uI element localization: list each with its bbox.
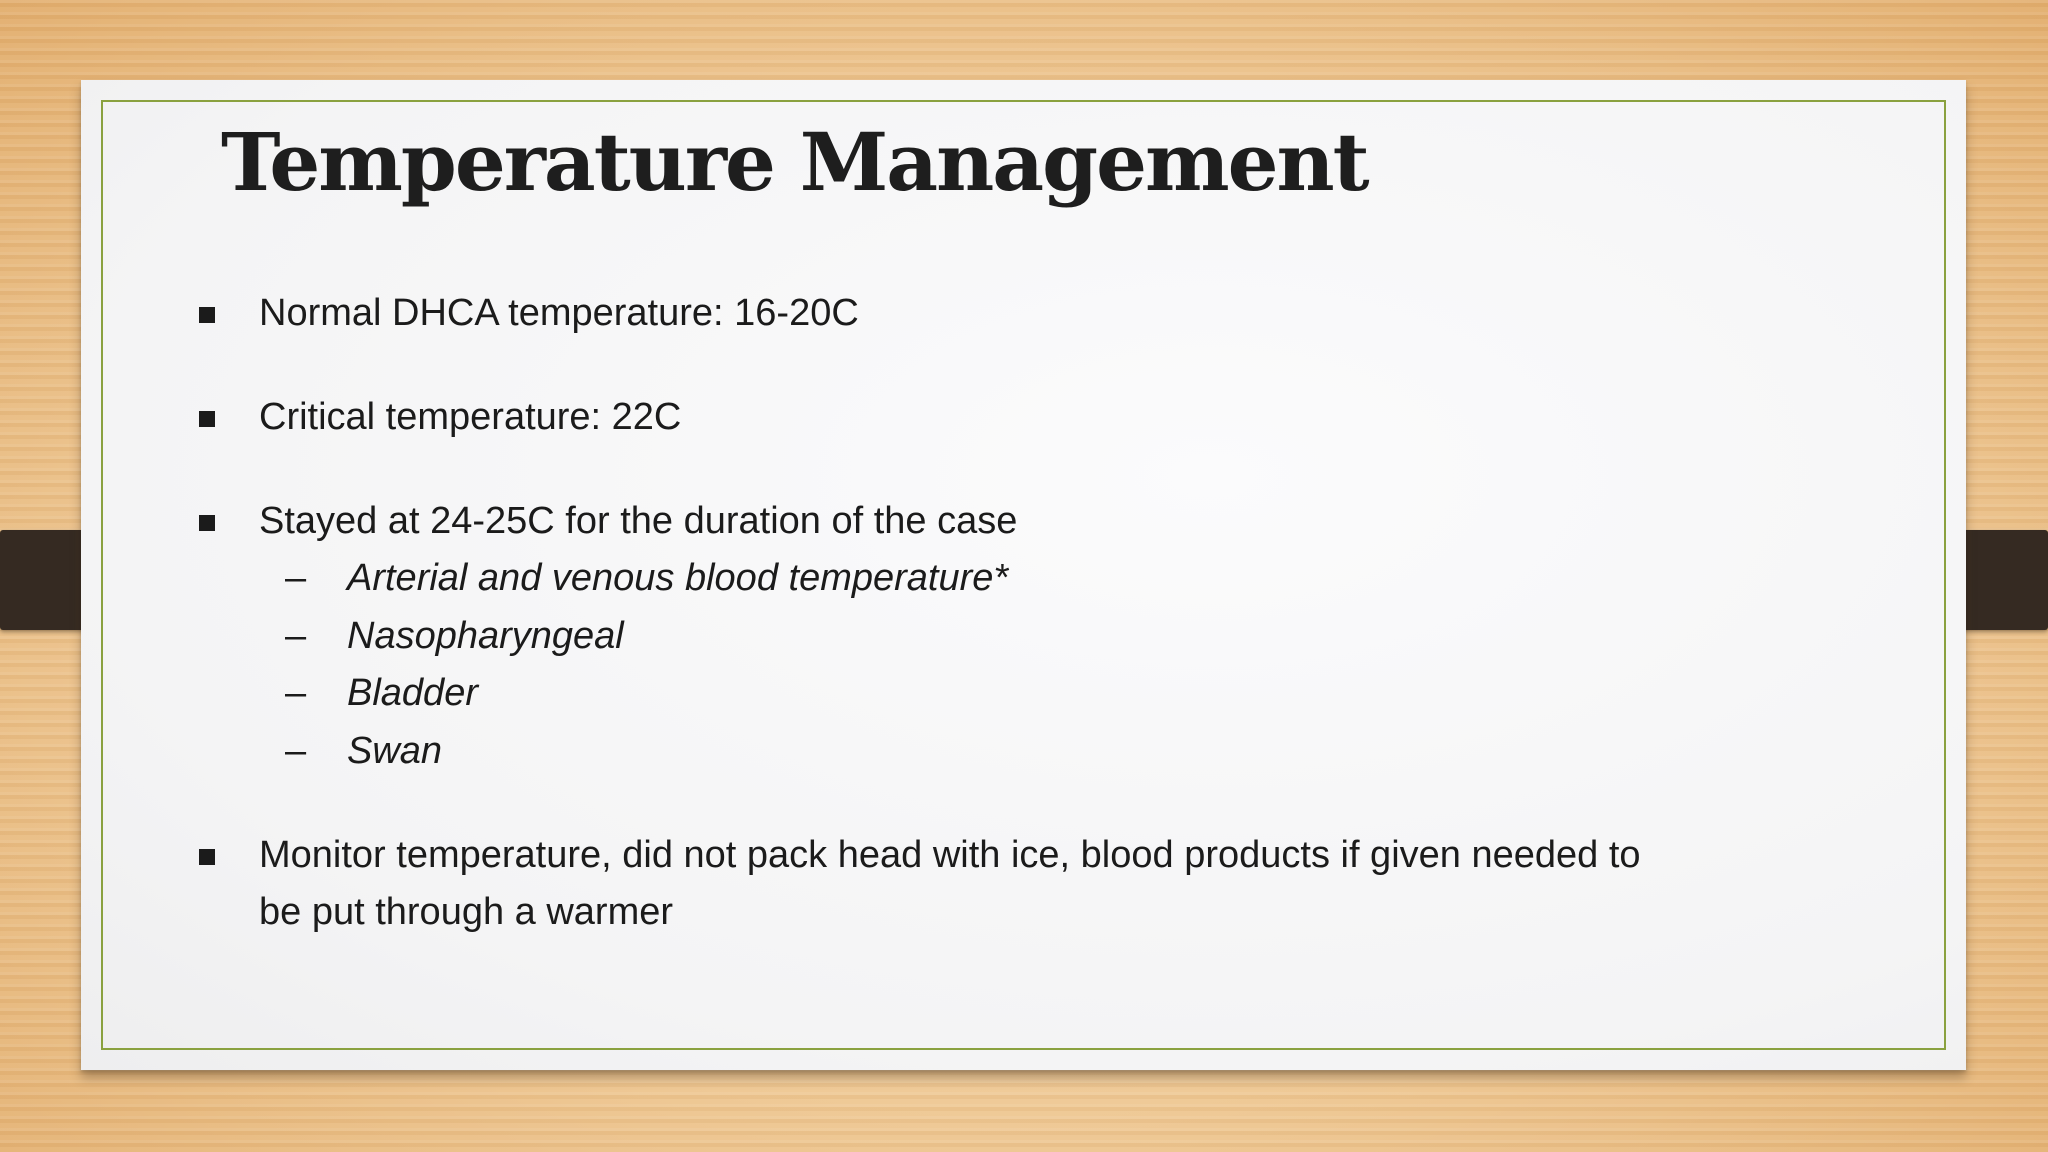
- sub-bullet-list: [259, 550, 1647, 780]
- dash-bullet-icon: –: [285, 614, 307, 657]
- dash-bullet-icon: –: [285, 557, 307, 599]
- square-bullet-icon: [199, 411, 215, 427]
- bullet-text: Normal DHCA temperature: 16-20C: [259, 292, 859, 334]
- dash-bullet-icon: –: [285, 672, 307, 714]
- bullet-item: [197, 389, 1647, 446]
- bullet-text: Critical temperature: 22C: [259, 396, 682, 438]
- sub-bullet-text: Swan: [347, 729, 443, 772]
- square-bullet-icon: [199, 307, 215, 323]
- bullet-item: [197, 285, 1647, 342]
- sub-bullet-item: [259, 608, 1647, 666]
- bullet-list: [197, 285, 1647, 988]
- slide-title: Temperature Management: [221, 115, 1368, 209]
- sub-bullet-item: [259, 665, 1647, 723]
- slide-card: [81, 80, 1966, 1070]
- square-bullet-icon: [199, 515, 215, 531]
- sub-bullet-item: [259, 723, 1647, 781]
- sub-bullet-text: Nasopharyngeal: [347, 614, 624, 657]
- dash-bullet-icon: –: [285, 729, 307, 772]
- square-bullet-icon: [199, 849, 215, 865]
- sub-bullet-text: Bladder: [347, 672, 478, 714]
- sub-bullet-item: [259, 550, 1647, 608]
- bullet-text: Monitor temperature, did not pack head with ice, blood products if given needed to be put through a warmer: [259, 834, 1641, 933]
- sub-bullet-text: Arterial and venous blood temperature*: [347, 557, 1009, 599]
- bullet-item: [197, 493, 1647, 780]
- bullet-item: [197, 827, 1647, 941]
- bullet-text: Stayed at 24-25C for the duration of the case: [259, 500, 1018, 542]
